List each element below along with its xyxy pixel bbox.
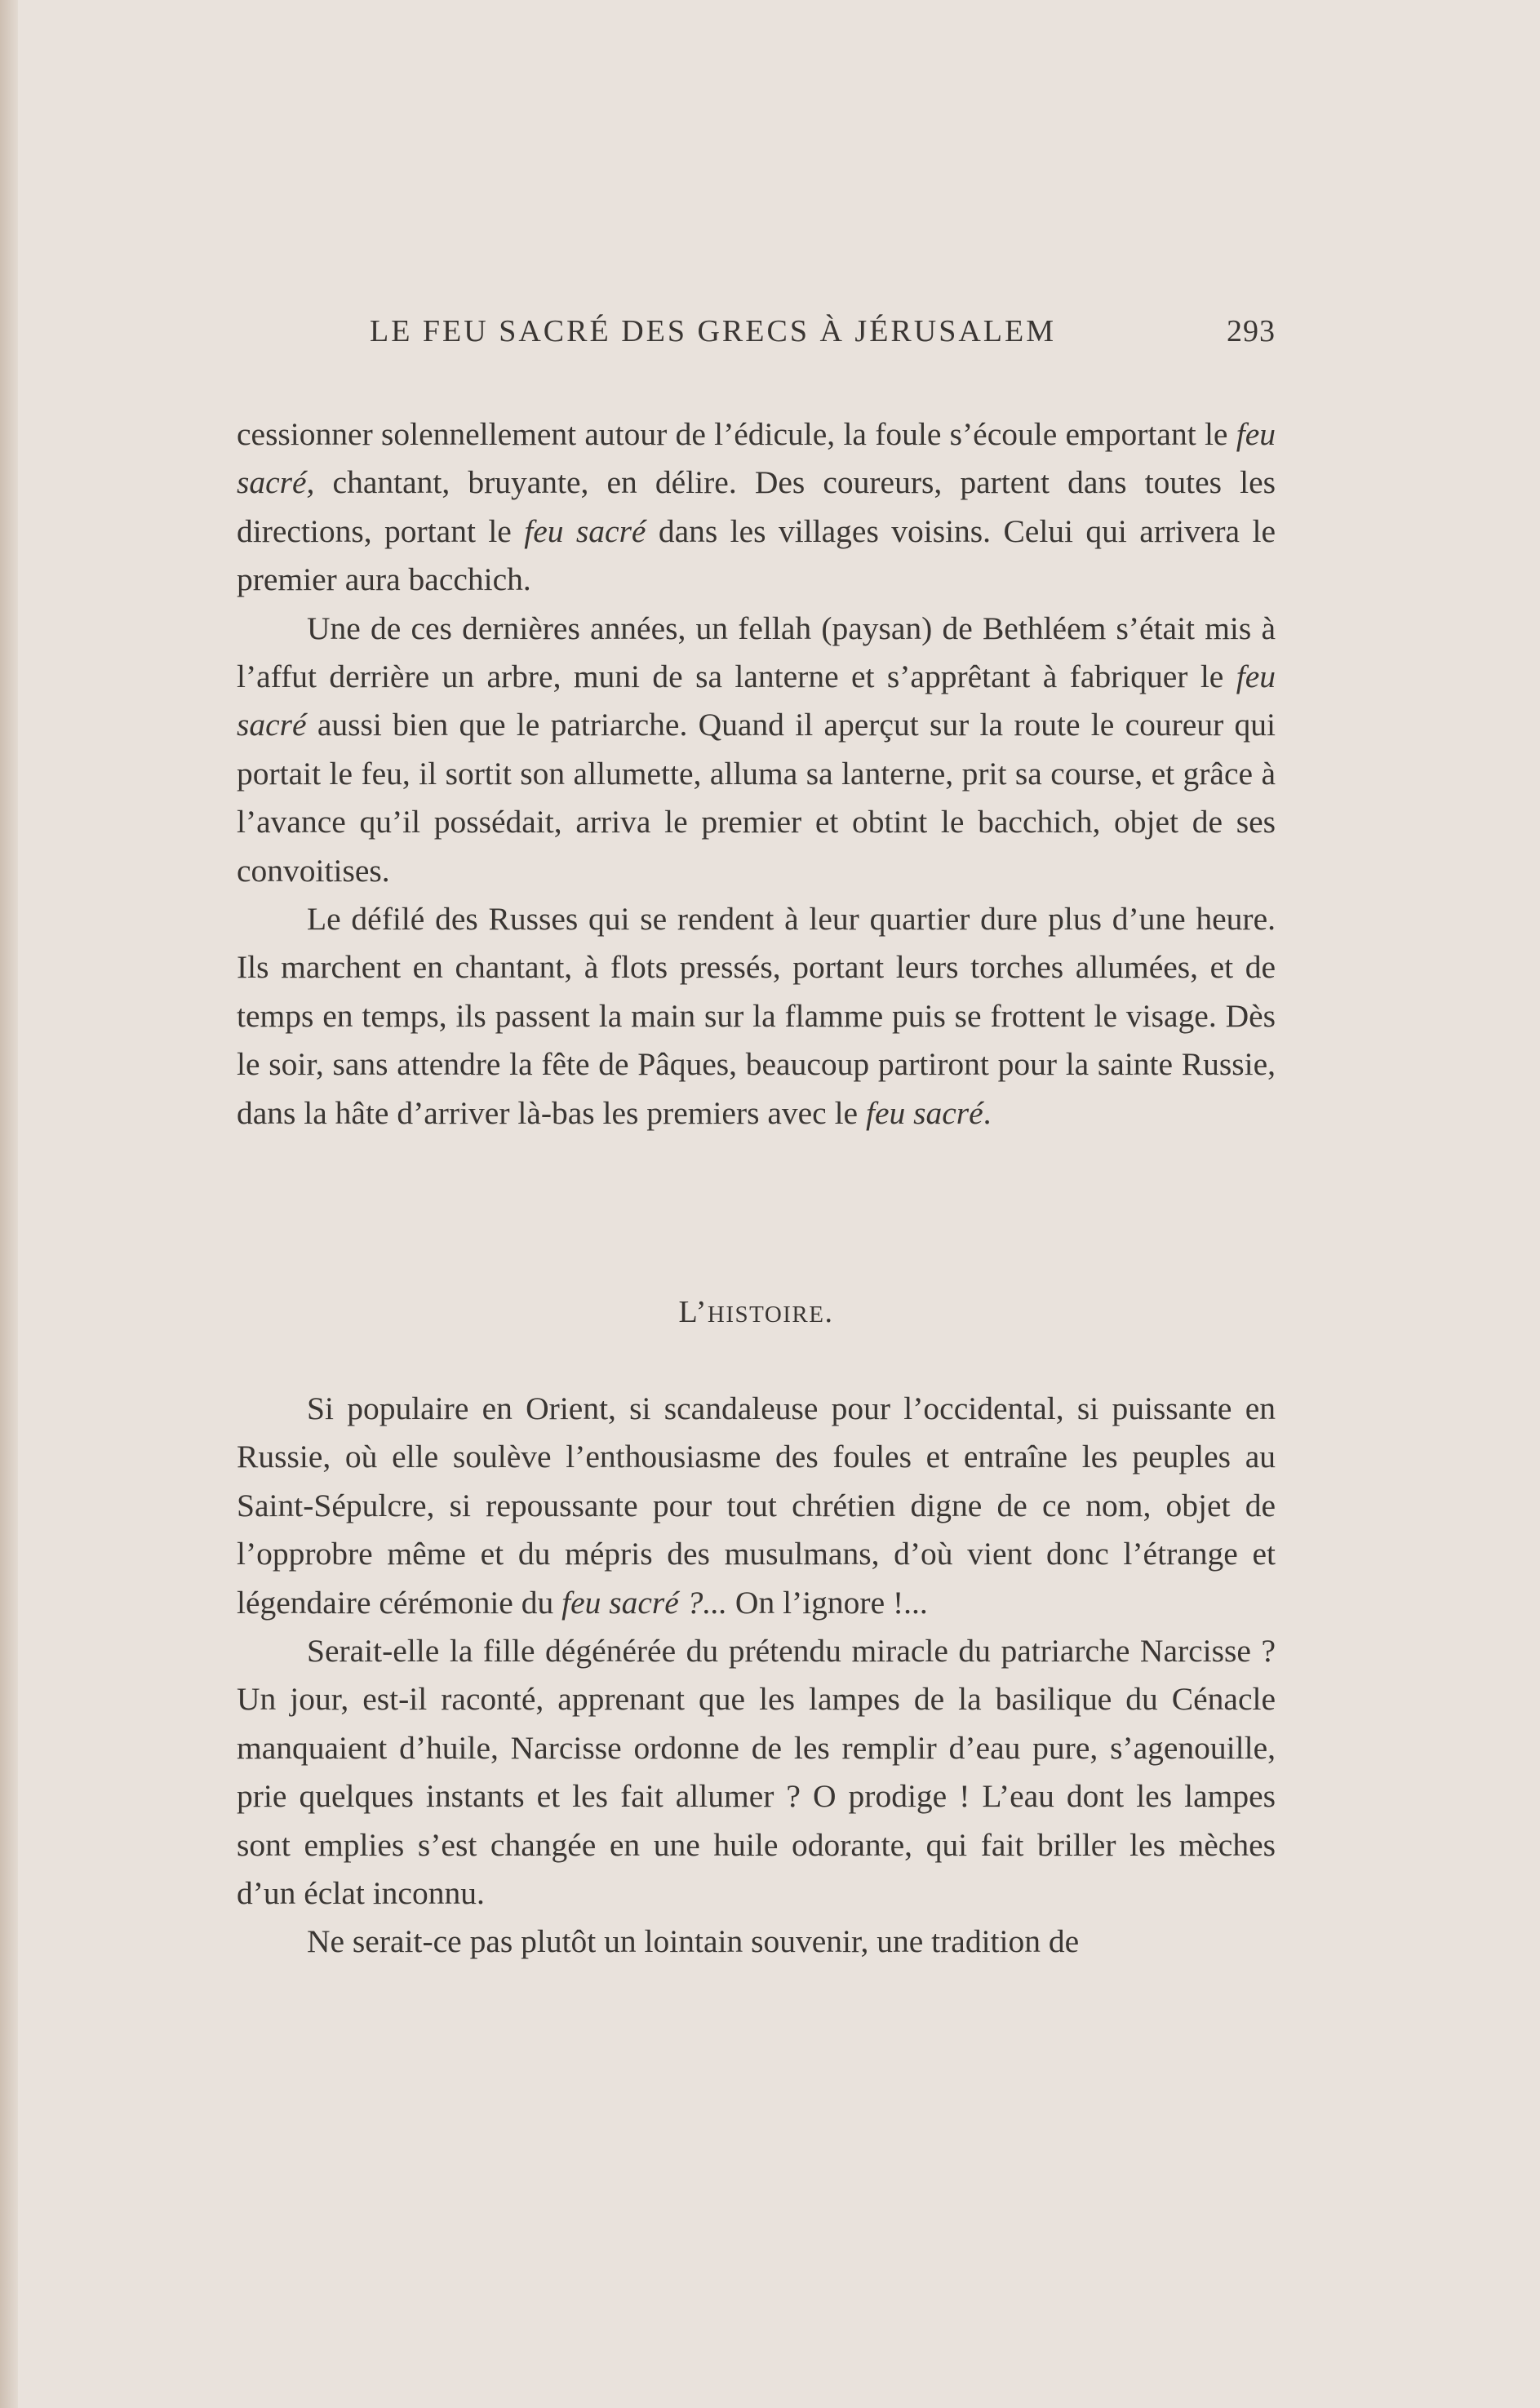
text-run: Si populaire en Orient, si scandaleuse pour l’occidental, si puissante en Russie, où elle soulève l’enthousiasme des foules et entraîne les peuples au Saint-Sépulcre, si repoussante pour tout chrétien digne de ce nom, objet de l’opprobre même et du mépris des musulmans, d’où vient donc l’étrange et légendaire cérémonie du <box>237 1390 1276 1621</box>
page-number: 293 <box>1227 314 1276 348</box>
text-run: On l’ignore !... <box>727 1584 928 1621</box>
text-run: Le défilé des Russes qui se rendent à leur quartier dure plus d’une heure. Ils marchent en chantant, à flots pressés, portant leurs torches allumées, et de temps en temps, ils passent la main sur la flamme puis se frottent le visage. Dès le soir, sans attendre la fête de Pâques, beaucoup partiront pour la sainte Russie, dans la hâte d’arriver là-bas les premiers avec le <box>237 901 1276 1131</box>
heading-end: . <box>824 1295 834 1329</box>
text-run: Une de ces dernières années, un fellah (paysan) de Bethléem s’était mis à l’affut derrière un arbre, muni de sa lanterne et s’apprêtant à fabriquer le <box>237 610 1276 695</box>
paragraph <box>237 895 1276 1137</box>
running-title: LE FEU SACRÉ DES GRECS À JÉRUSALEM <box>370 314 1056 348</box>
text-run: dans les villages voisins. Celui qui arrivera le premier aura bacchich. <box>237 512 1276 598</box>
italic-text: feu sacré <box>865 1094 983 1131</box>
text-run: cessionner solennellement autour de l’édicule, la foule s’écoule emportant le <box>237 416 1236 452</box>
heading-small-caps: HISTOIRE <box>707 1302 825 1328</box>
italic-text: feu sacré, <box>237 416 1276 501</box>
paragraph <box>237 1918 1276 1966</box>
italic-text: feu sacré ?... <box>561 1584 728 1621</box>
text-run: Serait-elle la fille dégénérée du prétendu miracle du patriarche Narcisse ? Un jour, est-il raconté, apprenant que les lampes de la basilique du Cénacle manquaient d’huile, Narcisse ordonne de les remplir d’eau pure, s’agenouille, prie quelques instants et les fait allumer ? O prodige ! L’eau dont les lampes sont emplies s’est changée en une huile odorante, qui fait briller les mèches d’un éclat inconnu. <box>237 1633 1276 1912</box>
text-run: aussi bien que le patriarche. Quand il aperçut sur la route le coureur qui portait le feu, il sortit son allumette, alluma sa lanterne, prit sa course, et grâce à l’avance qu’il possédait, arriva le premier et obtint le bacchich, objet de ses convoitises. <box>237 707 1276 889</box>
body-text-top <box>237 410 1276 1137</box>
body-text-bottom <box>237 1385 1276 1967</box>
paragraph <box>237 605 1276 895</box>
text-run: Ne serait-ce pas plutôt un lointain souvenir, une tradition de <box>307 1923 1080 1960</box>
text-run: . <box>983 1094 992 1131</box>
italic-text: feu sacré <box>524 512 646 549</box>
section-heading <box>237 1294 1276 1330</box>
heading-lead: L’ <box>678 1295 708 1329</box>
running-head <box>237 313 1276 362</box>
paragraph <box>237 1385 1276 1627</box>
italic-text: feu sacré <box>237 659 1276 743</box>
paragraph <box>237 410 1276 605</box>
paragraph <box>237 1627 1276 1918</box>
text-run: chantant, bruyante, en délire. Des coureurs, partent dans toutes les directions, portant le <box>237 464 1276 549</box>
